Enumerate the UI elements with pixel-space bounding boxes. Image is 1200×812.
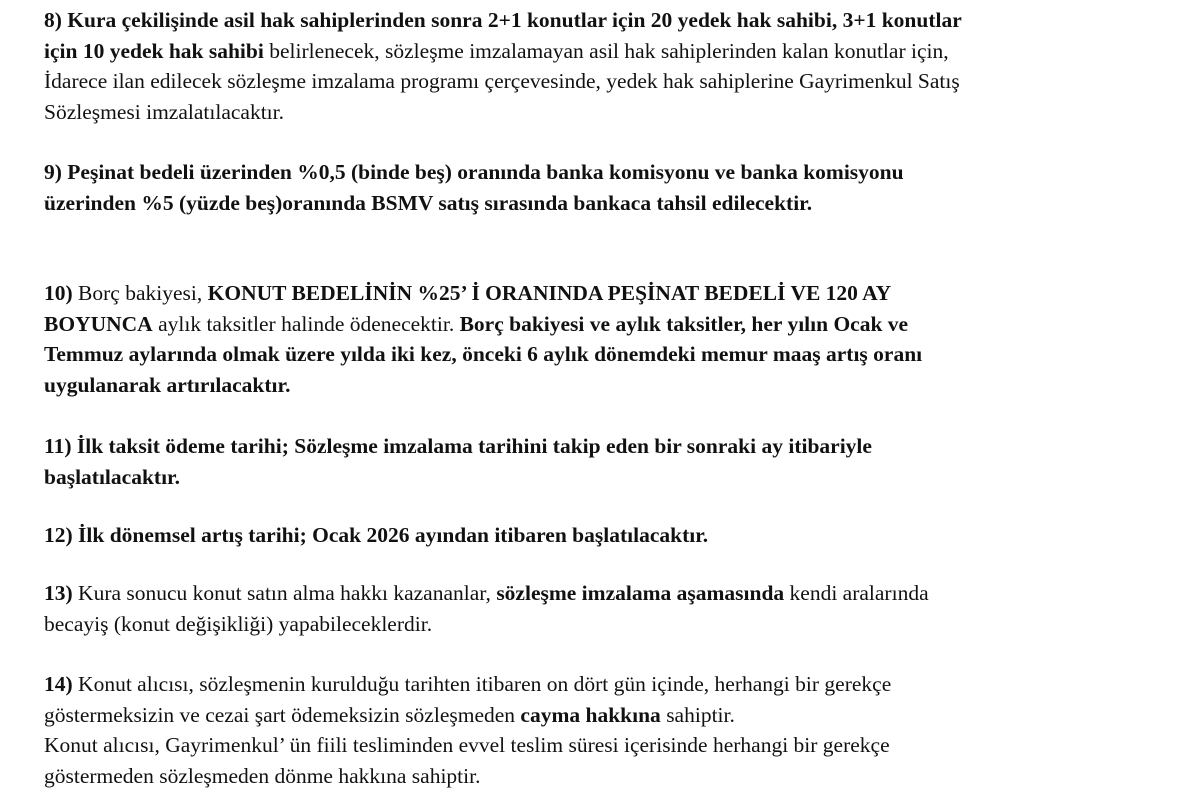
clause-10-line-3 <box>44 339 1184 370</box>
clause-8-text-2: belirlenecek, sözleşme imzalamayan asil hak sahiplerinden kalan konutlar için, <box>263 38 949 63</box>
clause-11-bold-text-2: başlatılacaktır. <box>44 464 180 489</box>
clause-10-bold-text-3: Temmuz aylarında olmak üzere yılda iki kez, önceki 6 aylık dönemdeki memur maaş artış oranı <box>44 342 923 366</box>
clause-10-bold-text-2b: Borç bakiyesi ve aylık taksitler, her yılın Ocak ve <box>459 311 909 336</box>
clause-14-line-2 <box>44 700 1184 731</box>
clause-14-bold-text-2: cayma hakkına <box>520 702 661 727</box>
clause-12-line-1 <box>44 520 1184 551</box>
clause-11-line-2 <box>44 462 1184 493</box>
clause-10-line-4 <box>44 370 1184 401</box>
clause-13-text-1: Kura sonucu konut satın alma hakkı kazananlar, <box>72 581 497 605</box>
clause-14-text-2-tail: sahiptir. <box>660 702 735 727</box>
clause-8-paragraph <box>44 5 1184 127</box>
clause-13-paragraph <box>44 578 1184 639</box>
clause-9-bold-text-2: üzerinden %5 (yüzde beş)oranında BSMV satış sırasında bankaca tahsil edilecektir. <box>44 190 813 215</box>
clause-9-line-2 <box>44 188 1184 219</box>
clause-10-text-2: aylık taksitler halinde ödenecektir. <box>152 311 460 336</box>
clause-14-text-1: Konut alıcısı, sözleşmenin kurulduğu tarihten itibaren on dört gün içinde, herhangi bir gerekçe <box>72 672 892 696</box>
clause-11-bold-text-1: 11) İlk taksit ödeme tarihi; Sözleşme imzalama tarihini takip eden bir sonraki ay itibariyle <box>44 434 872 458</box>
clause-13-line-2: becayiş (konut değişikliği) yapabileceklerdir. <box>44 611 433 636</box>
clause-14-paragraph <box>44 669 1184 791</box>
clause-8-line-4: Sözleşmesi imzalatılacaktır. <box>44 99 285 124</box>
clause-9-line-1 <box>44 157 1184 188</box>
clause-14-number: 14) <box>44 672 73 696</box>
clause-10-text-1: Borç bakiyesi, <box>72 281 208 305</box>
clause-10-line-1 <box>44 278 1184 309</box>
clause-10-paragraph <box>44 278 1184 400</box>
clause-9-paragraph <box>44 157 1184 218</box>
clause-10-bold-text-2a: BOYUNCA <box>44 311 153 336</box>
clause-9-bold-text-1: 9) Peşinat bedeli üzerinden %0,5 (binde beş) oranında banka komisyonu ve banka komisyonu <box>44 160 904 184</box>
clause-10-line-2 <box>44 309 1184 340</box>
clause-10-bold-text-1: KONUT BEDELİNİN %25’ İ ORANINDA PEŞİNAT BEDELİ VE 120 AY <box>207 281 892 305</box>
clause-8-line-3: İdarece ilan edilecek sözleşme imzalama programı çerçevesinde, yedek hak sahiplerine Gayrimenkul Satış <box>44 69 960 93</box>
clause-10-bold-text-4: uygulanarak artırılacaktır. <box>44 372 291 397</box>
clause-12-bold-text-1: 12) İlk dönemsel artış tarihi; Ocak 2026 ayından itibaren başlatılacaktır. <box>44 523 709 547</box>
clause-8-bold-text-2: için 10 yedek hak sahibi <box>44 38 264 63</box>
clause-13-bold-text-1: sözleşme imzalama aşamasında <box>496 581 785 605</box>
clause-11-paragraph <box>44 431 1184 492</box>
clause-14-text-2: göstermeksizin ve cezai şart ödemeksizin sözleşmeden <box>44 702 521 727</box>
clause-8-bold-text-1: 8) Kura çekilişinde asil hak sahiplerinden sonra 2+1 konutlar için 20 yedek hak sahibi, 3+1 konutlar <box>44 8 962 32</box>
clause-11-line-1 <box>44 431 1184 462</box>
clause-10-number: 10) <box>44 281 73 305</box>
clause-13-line-1 <box>44 578 1184 609</box>
clause-13-number: 13) <box>44 581 73 605</box>
clause-8-line-1 <box>44 5 1184 36</box>
clause-12-paragraph <box>44 520 1184 551</box>
clause-13-text-1-tail: kendi aralarında <box>784 581 929 605</box>
clause-14-line-4: göstermeden sözleşmeden dönme hakkına sahiptir. <box>44 763 481 788</box>
clause-14-line-1 <box>44 669 1184 700</box>
clause-14-line-3: Konut alıcısı, Gayrimenkul’ ün fiili tesliminden evvel teslim süresi içerisinde herhangi bir gerekçe <box>44 733 890 757</box>
clause-8-line-2 <box>44 36 1184 67</box>
